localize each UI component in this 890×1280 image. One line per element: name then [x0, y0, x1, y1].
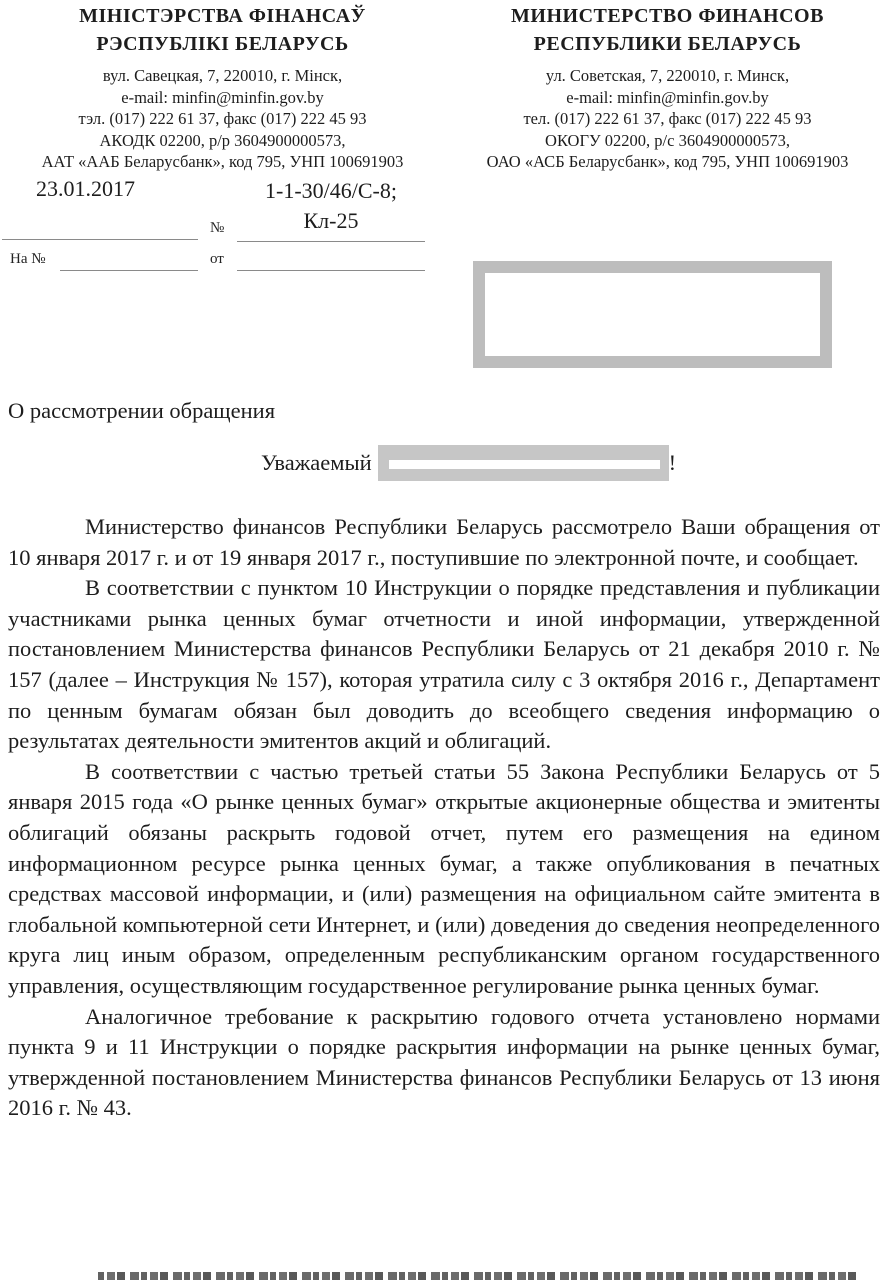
- address-line: e-mail: minfin@minfin.gov.by: [566, 87, 769, 107]
- address-line: вул. Савецкая, 7, 220010, г. Мінск,: [102, 66, 343, 85]
- letterhead: [0, 2, 890, 173]
- address-line: e-mail: minfin@minfin.gov.by: [121, 87, 324, 107]
- address-line: ул. Советская, 7, 220010, г. Минск,: [545, 66, 790, 85]
- name-redaction-box: [378, 445, 669, 481]
- org-title-ru-line1: МИНИСТЕРСТВО ФИНАНСОВ: [511, 5, 824, 27]
- greeting-prefix: Уважаемый: [261, 450, 372, 475]
- recipient-redaction-box: [473, 261, 832, 368]
- letterhead-russian: [445, 2, 890, 173]
- letter-number-line2: Кл-25: [303, 208, 359, 233]
- body-paragraph: В соответствии с частью третьей статьи 55 Закона Республики Беларусь от 5 января 2015 года «О рынке ценных бумаг» открытые акционерные общества и эмитенты облигаций обязаны раскрыть годовой отчет, путем его размещения на едином информационном ресурсе рынка ценных бумаг, а также опубликования в печатных средствах массовой информации, и (или) размещения на официальном сайте эмитента в глобальной компьютерной сети Интернет, и (или) доведения до сведения неопределенного круга лиц иным образом, определенным республиканским органом государственного управления, осуществляющим государственное регулирование рынка ценных бумаг.: [8, 758, 880, 998]
- org-title-by: [0, 2, 445, 58]
- subject-line: О рассмотрении обращения: [8, 398, 276, 423]
- incoming-date-label: от: [210, 251, 224, 267]
- body-paragraph: В соответствии с пунктом 10 Инструкции о порядке представления и публикации участниками рынка ценных бумаг отчетности и иной информации, утвержденной постановлением Министерства финансов Республики Беларусь от 21 декабря 2010 г. № 157 (далее – Инструкция № 157), которая утратила силу с 3 октября 2016 г., Департамент по ценным бумагам обязан был доводить до всеобщего сведения информацию о результатах деятельности эмитентов акций и облигаций.: [8, 575, 880, 754]
- number-sign-label: №: [210, 220, 225, 236]
- clipped-text-top: [98, 1272, 856, 1280]
- body-paragraph: Аналогичное требование к раскрытию годового отчета установлено нормами пункта 9 и 11 Инструкции о порядке раскрытия информации на рынке ценных бумаг, утвержденной постановлением Министерства финансов Республики Беларусь от 13 июня 2016 г. № 43.: [8, 1003, 880, 1121]
- letter-date: 23.01.2017: [36, 176, 135, 201]
- address-line: ОАО «АСБ Беларусбанк», код 795, УНП 100691903: [486, 152, 849, 171]
- address-line: АКОДК 02200, р/р 3604900000573,: [99, 130, 346, 150]
- address-line: тэл. (017) 222 61 37, факс (017) 222 45 93: [78, 109, 367, 128]
- incoming-number-label: На №: [10, 251, 46, 267]
- letterhead-belarusian: [0, 2, 445, 173]
- org-address-ru: [445, 65, 890, 173]
- org-address-by: [0, 65, 445, 173]
- letter-number: [237, 176, 425, 236]
- org-title-ru-line2: РЕСПУБЛИКИ БЕЛАРУСЬ: [533, 33, 802, 55]
- incoming-date-rule: [237, 270, 425, 271]
- letter-body: [8, 512, 880, 1124]
- incoming-number-rule: [60, 270, 198, 271]
- greeting-suffix: !: [668, 450, 677, 475]
- letter-number-line1: 1-1-30/46/С-8;: [265, 178, 397, 203]
- org-title-by-line1: МІНІСТЭРСТВА ФІНАНСАЎ: [79, 5, 366, 27]
- redaction-stripe: [389, 460, 660, 469]
- org-title-ru: [445, 2, 890, 58]
- date-rule: [2, 239, 198, 240]
- greeting-line: [261, 444, 676, 482]
- address-line: ААТ «ААБ Беларусбанк», код 795, УНП 100691903: [41, 152, 404, 171]
- org-title-by-line2: РЭСПУБЛІКІ БЕЛАРУСЬ: [96, 33, 349, 55]
- address-line: тел. (017) 222 61 37, факс (017) 222 45 93: [523, 109, 812, 128]
- address-line: ОКОГУ 02200, р/с 3604900000573,: [545, 130, 790, 150]
- body-paragraph: Министерство финансов Республики Беларусь рассмотрело Ваши обращения от 10 января 2017 г. и от 19 января 2017 г., поступившие по электронной почте, и сообщает.: [8, 514, 880, 570]
- number-rule: [237, 241, 425, 242]
